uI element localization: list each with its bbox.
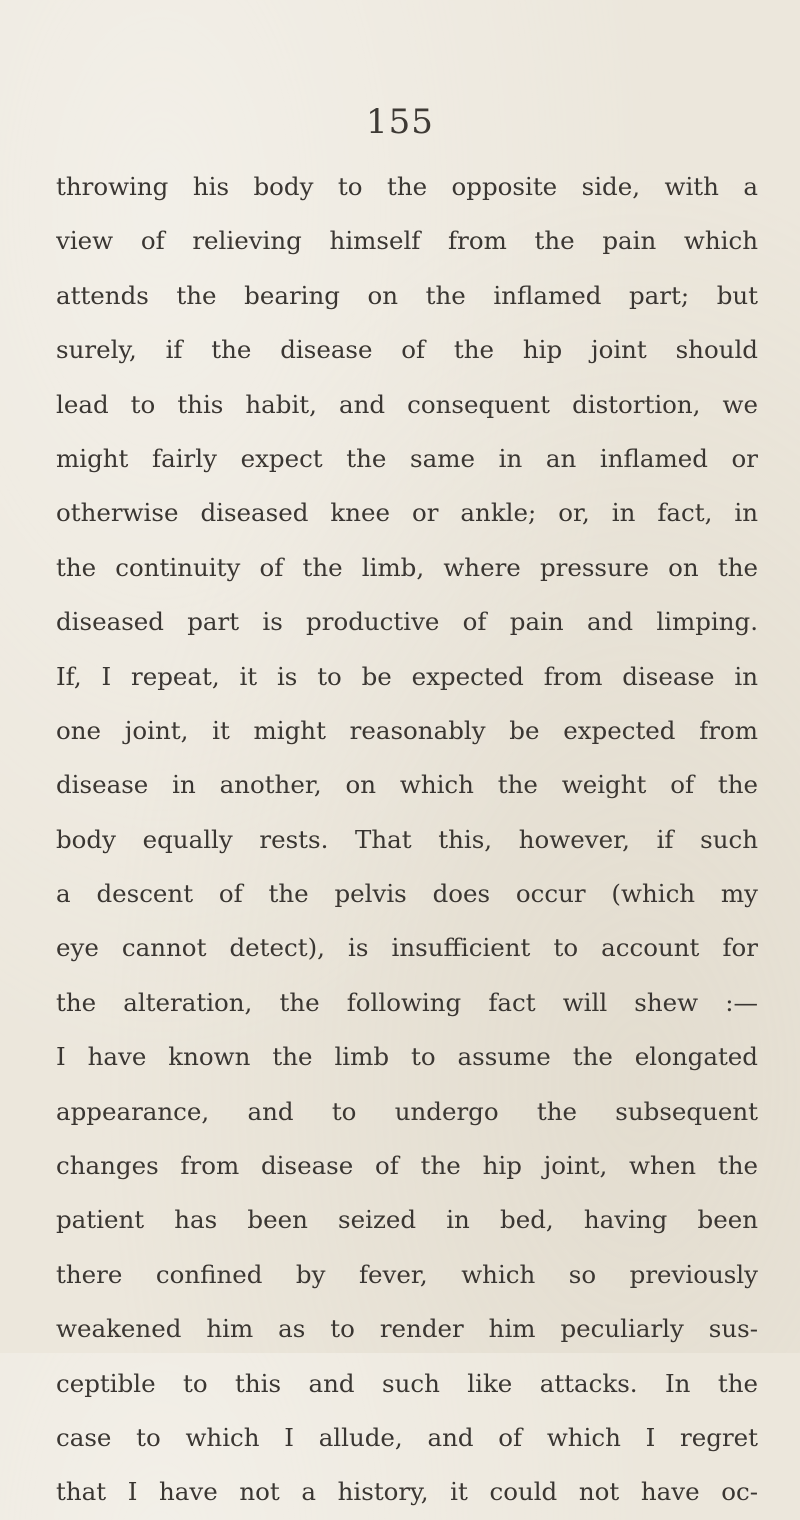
text-line: body equally rests. That this, however, if such xyxy=(56,824,758,854)
text-line: patient has been seized in bed, having been xyxy=(56,1205,758,1235)
text-line: the alteration, the following fact will shew :— xyxy=(56,987,758,1017)
text-line: that I have not a history, it could not have oc- xyxy=(56,1477,758,1507)
text-line: disease in another, on which the weight of the xyxy=(56,770,758,800)
text-line: throwing his body to the opposite side, with a xyxy=(56,172,758,201)
body-text xyxy=(56,160,758,1520)
text-line: otherwise diseased knee or ankle; or, in fact, in xyxy=(56,498,758,528)
text-line: appearance, and to undergo the subsequent xyxy=(56,1096,758,1126)
text-line: one joint, it might reasonably be expected from xyxy=(56,715,758,745)
text-line: lead to this habit, and consequent distortion, we xyxy=(56,389,758,419)
text-line: a descent of the pelvis does occur (which my xyxy=(56,879,758,909)
text-line: case to which I allude, and of which I regret xyxy=(56,1422,758,1452)
text-line: eye cannot detect), is insufficient to account for xyxy=(56,933,758,963)
text-line: might fairly expect the same in an inflamed or xyxy=(56,443,758,473)
text-line: surely, if the disease of the hip joint should xyxy=(56,335,758,365)
text-line: weakened him as to render him peculiarly sus- xyxy=(56,1314,758,1344)
text-line: attends the bearing on the inflamed part; but xyxy=(56,280,758,310)
text-line: ceptible to this and such like attacks. In the xyxy=(56,1368,758,1398)
text-line: diseased part is productive of pain and limping. xyxy=(56,607,758,637)
page-number: 155 xyxy=(366,102,434,142)
text-line: I have known the limb to assume the elongated xyxy=(56,1042,758,1072)
text-line: If, I repeat, it is to be expected from disease in xyxy=(56,661,758,691)
text-line: there confined by fever, which so previously xyxy=(56,1259,758,1289)
text-line: the continuity of the limb, where pressure on the xyxy=(56,552,758,582)
text-line: changes from disease of the hip joint, when the xyxy=(56,1151,758,1181)
text-line: view of relieving himself from the pain which xyxy=(56,226,758,256)
